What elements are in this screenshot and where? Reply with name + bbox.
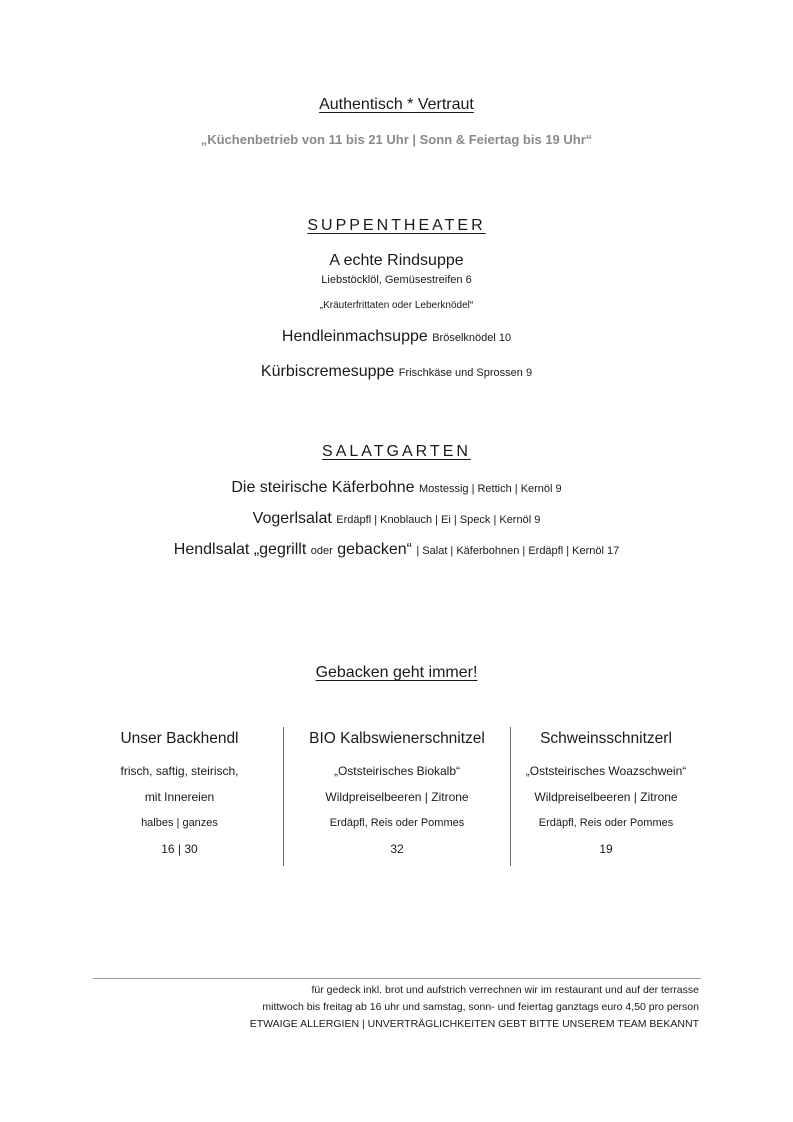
column-item-price: 16 | 30 <box>161 842 198 856</box>
column-item-line3: Erdäpfl, Reis oder Pommes <box>329 817 465 829</box>
column-item-line1: frisch, saftig, steirisch, <box>120 764 239 778</box>
menu-item-rindsuppe-name: A echte Rindsuppe <box>329 252 464 269</box>
menu-item-desc: Bröselknödel 10 <box>432 332 512 344</box>
menu-item-vogerlsalat <box>0 510 793 528</box>
menu-item-hendlsalat <box>0 541 793 559</box>
column-item-line3: Erdäpfl, Reis oder Pommes <box>538 817 674 829</box>
column-item-line3: halbes | ganzes <box>141 817 218 829</box>
menu-item-desc: | Salat | Käferbohnen | Erdäpfl | Kernöl 17 <box>416 545 620 557</box>
menu-item-kuerbiscremesuppe <box>0 363 793 381</box>
menu-item-desc: Mostessig | Rettich | Kernöl 9 <box>419 483 562 495</box>
menu-item-desc: Erdäpfl | Knoblauch | Ei | Speck | Kernöl 9 <box>336 514 541 526</box>
column-item-line2: Wildpreiselbeeren | Zitrone <box>325 790 469 804</box>
footer-line-3: ETWAIGE ALLERGIEN | UNVERTRÄGLICHKEITEN GEBT BITTE UNSEREM TEAM BEKANNT <box>249 1018 699 1030</box>
column-item-name: Schweinsschnitzerl <box>540 730 672 747</box>
column-item-name: BIO Kalbswienerschnitzel <box>309 730 485 747</box>
menu-item-desc: Frischkäse und Sprossen 9 <box>398 367 533 379</box>
menu-item-name: Vogerlsalat <box>252 510 332 527</box>
menu-item-rindsuppe-desc: Liebstöcklöl, Gemüsestreifen 6 <box>321 274 472 286</box>
section-heading-gebacken <box>0 664 793 682</box>
menu-item-name: Hendlsalat „gegrillt <box>173 541 307 558</box>
footer-line-1: für gedeck inkl. brot und aufstrich verrechnen wir im restaurant und auf der terrasse <box>311 984 699 996</box>
menu-item-oder: oder <box>310 545 333 557</box>
menu-item-rindsuppe-note: „Kräuterfrittaten oder Leberknödel“ <box>319 300 474 311</box>
page-title-text: Authentisch * Vertraut <box>319 96 474 113</box>
menu-item-name-b: gebacken“ <box>337 541 412 558</box>
menu-column-kalbswienerschnitzel <box>284 728 510 856</box>
menu-column-backhendl <box>83 728 276 856</box>
section-heading-suppen <box>0 217 793 235</box>
page-title <box>0 96 793 114</box>
section-heading-salat-text: SALATGARTEN <box>322 443 471 460</box>
section-heading-suppen-text: SUPPENTHEATER <box>307 217 486 234</box>
column-item-price: 19 <box>599 842 613 856</box>
menu-item-hendleinmachsuppe <box>0 328 793 346</box>
column-item-name: Unser Backhendl <box>120 730 239 747</box>
menu-item-kaeferbohne <box>0 479 793 497</box>
menu-item-name: Kürbiscremesuppe <box>260 363 395 380</box>
column-item-line1: „Oststeirisches Biokalb“ <box>333 764 461 778</box>
menu-column-schweinsschnitzerl <box>511 728 701 856</box>
column-item-line1: „Oststeirisches Woazschwein“ <box>525 764 687 778</box>
menu-item-name: Die steirische Käferbohne <box>231 479 415 496</box>
section-heading-salat <box>0 443 793 461</box>
section-heading-gebacken-text: Gebacken geht immer! <box>315 664 478 681</box>
menu-item-name: Hendleinmachsuppe <box>281 328 428 345</box>
footer-divider <box>93 978 701 979</box>
column-item-line2: Wildpreiselbeeren | Zitrone <box>534 790 678 804</box>
footer-line-2: mittwoch bis freitag ab 16 uhr und samstag, sonn- und feiertag ganztags euro 4,50 pro person <box>262 1001 699 1013</box>
column-item-line2: mit Innereien <box>144 790 215 804</box>
kitchen-hours: „Küchenbetrieb von 11 bis 21 Uhr | Sonn & Feiertag bis 19 Uhr“ <box>200 132 593 147</box>
column-item-price: 32 <box>390 842 404 856</box>
